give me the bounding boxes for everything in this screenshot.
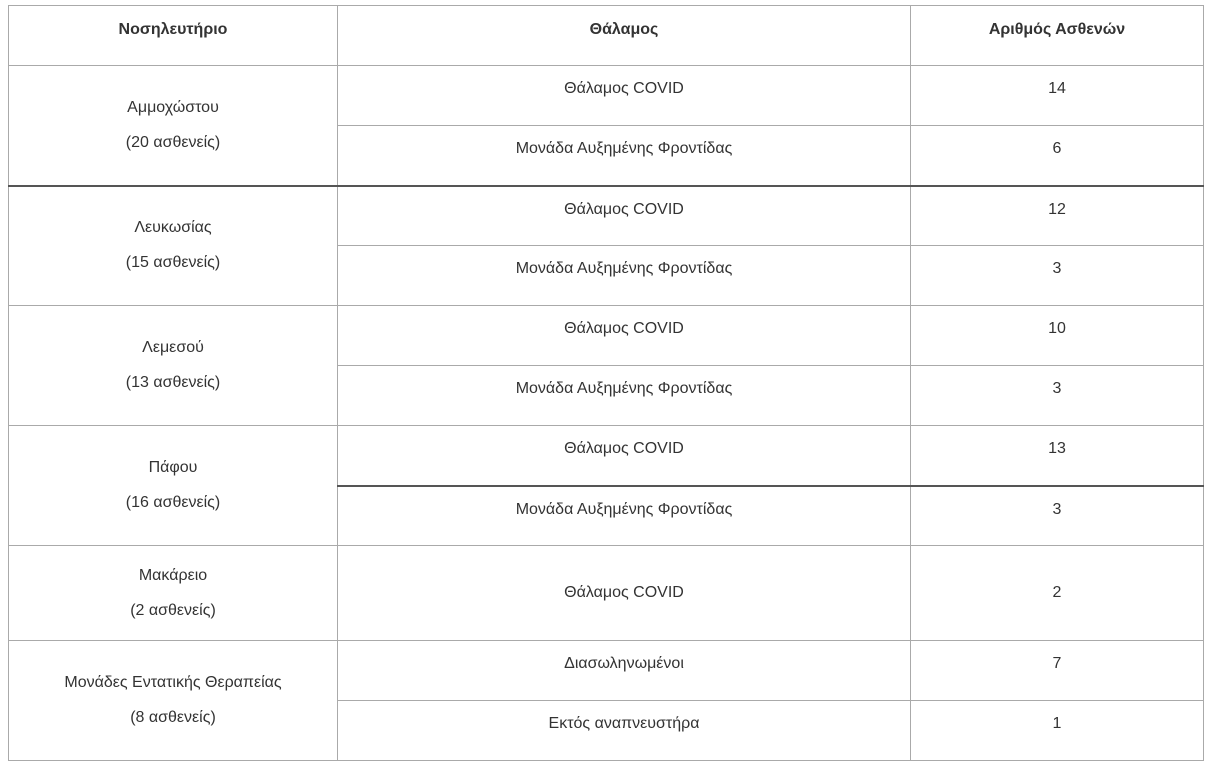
count-cell: 1 [911,701,1204,761]
table-row [9,426,1204,486]
count-cell: 2 [911,546,1204,641]
hospital-total: (13 ασθενείς) [125,374,221,391]
count-cell: 10 [911,306,1204,366]
ward-cell: Θάλαμος COVID [338,426,911,486]
count-cell: 6 [911,126,1204,186]
hospital-name: Λευκωσίας [134,219,212,237]
ward-cell: Μονάδα Αυξημένης Φροντίδας [338,246,911,306]
ward-cell: Εκτός αναπνευστήρα [338,701,911,761]
patients-table [8,5,1204,761]
count-cell: 3 [911,366,1204,426]
hospital-cell [9,66,338,186]
hospital-total: (15 ασθενείς) [125,254,221,272]
ward-cell: Μονάδα Αυξημένης Φροντίδας [338,366,911,426]
hospital-name: Μακάρειο [138,566,208,584]
hospital-cell [9,546,338,641]
hospital-cell [9,426,338,546]
count-cell: 14 [911,66,1204,126]
table-header-row [9,6,1204,66]
hospital-name: Λεμεσού [142,339,204,356]
ward-cell: Μονάδα Αυξημένης Φροντίδας [338,486,911,546]
table-row [9,66,1204,126]
header-hospital: Νοσηλευτήριο [9,6,338,66]
hospital-total: (20 ασθενείς) [125,133,221,151]
ward-cell: Θάλαμος COVID [338,66,911,126]
hospital-cell [9,186,338,306]
ward-cell: Θάλαμος COVID [338,306,911,366]
ward-cell: Θάλαμος COVID [338,186,911,246]
table-row [9,306,1204,366]
table-row [9,546,1204,641]
table-row [9,641,1204,701]
hospital-name: Μονάδες Εντατικής Θεραπείας [64,674,282,691]
ward-cell: Θάλαμος COVID [338,546,911,641]
count-cell: 7 [911,641,1204,701]
hospital-name: Αμμοχώστου [127,98,219,116]
ward-cell: Μονάδα Αυξημένης Φροντίδας [338,126,911,186]
count-cell: 13 [911,426,1204,486]
ward-cell: Διασωληνωμένοι [338,641,911,701]
hospital-total: (2 ασθενείς) [130,601,216,619]
table-row [9,186,1204,246]
count-cell: 3 [911,246,1204,306]
hospital-name: Πάφου [148,459,198,476]
header-patients: Αριθμός Ασθενών [911,6,1204,66]
hospital-total: (8 ασθενείς) [130,709,216,726]
count-cell: 3 [911,486,1204,546]
hospital-total: (16 ασθενείς) [125,494,221,511]
count-cell: 12 [911,186,1204,246]
hospital-cell [9,641,338,761]
hospital-cell [9,306,338,426]
header-ward: Θάλαμος [338,6,911,66]
